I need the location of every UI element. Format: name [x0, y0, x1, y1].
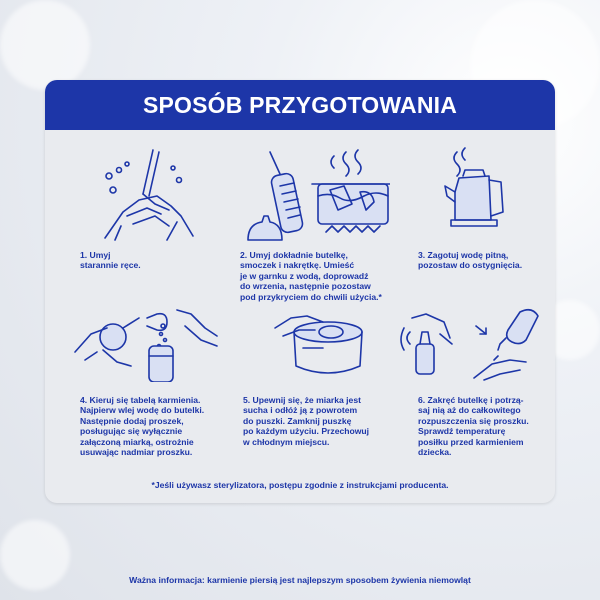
step-1-text: 1. Umyj starannie ręce.	[80, 250, 141, 271]
hand-washing-icon	[97, 146, 197, 241]
background-bokeh	[0, 0, 90, 90]
instructions-card	[45, 80, 555, 503]
step-3-text: 3. Zagotuj wodę pitną, pozostaw do ostygnięcia.	[418, 250, 523, 271]
step-6-text: 6. Zakręć butelkę i potrzą- saj nią aż do całkowitego rozpuszczenia się proszku. Sprawdź temperaturę posiłku przed karmieniem dziecka.	[418, 395, 529, 458]
card-title: SPOSÓB PRZYGOTOWANIA	[142, 91, 458, 118]
card-header	[45, 80, 555, 130]
kettle-icon	[443, 146, 513, 228]
breastfeeding-notice: Ważna informacja: karmienie piersią jest najlepszym sposobem żywienia niemowląt	[129, 575, 471, 585]
measuring-powder-icon	[73, 302, 218, 382]
step-2-text: 2. Umyj dokładnie butelkę, smoczek i nakrętkę. Umieść je w garnku z wodą, doprowadź do wrzenia, następnie pozostaw pod przykryciem do chwili użycia.*	[240, 250, 382, 302]
step-5-text: 5. Upewnij się, że miarka jest sucha i odłóż ją z powrotem do puszki. Zamknij puszkę po każdym użyciu. Przechowuj w chłodnym miejscu.	[243, 395, 370, 447]
scoop-in-can-icon	[273, 308, 368, 378]
sterilizer-footnote: *Jeśli używasz sterylizatora, postępu zgodnie z instrukcjami producenta.	[151, 480, 449, 490]
shake-test-temperature-icon	[400, 304, 545, 382]
step-4-text: 4. Kieruj się tabelą karmienia. Najpierw wlej wodę do butelki. Następnie dodaj proszek, posługując się wyłącznie załączoną miarką, ostrożnie usuwając nadmiar proszku.	[80, 395, 205, 458]
bottle-brush-pot-icon	[240, 146, 390, 241]
